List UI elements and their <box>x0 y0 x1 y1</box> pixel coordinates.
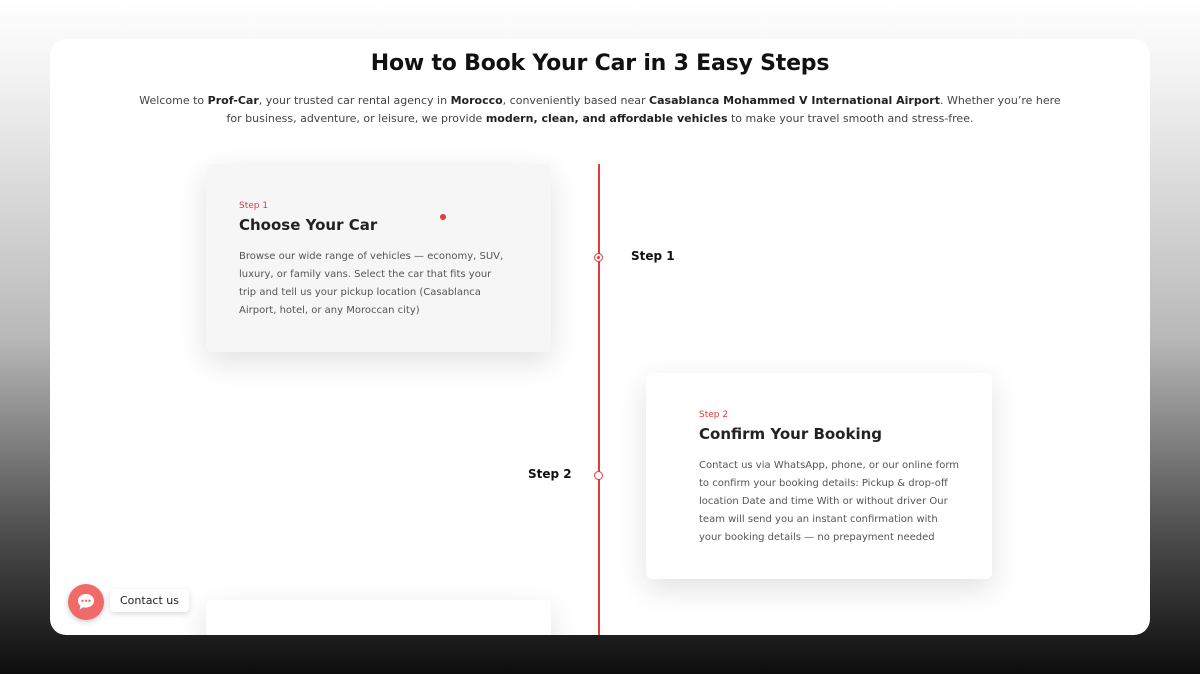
intro-text-1: Welcome to <box>139 94 208 107</box>
step-card-2-text: Contact us via WhatsApp, phone, or our online form to confirm your booking details: Pickup & drop-off location Date and time With or without driver Our team will send you an instant confirmation with your booking details — no prepayment needed <box>699 460 959 543</box>
timeline-marker-step-2: Step 2 <box>528 467 572 481</box>
contact-us-button[interactable] <box>68 584 104 620</box>
step-card-2-label: Step 2 <box>699 410 729 420</box>
step-card-1-text: Browse our wide range of vehicles — economy, SUV, luxury, or family vans. Select the car that fits your trip and tell us your pickup location (Casablanca Airport, hotel, or any Moroccan city) <box>239 251 504 316</box>
step-card-2 <box>646 373 992 579</box>
step-card-3 <box>206 600 551 635</box>
intro-vehicles: modern, clean, and affordable vehicles <box>485 112 728 125</box>
step-card-1 <box>206 164 551 352</box>
decorative-red-dot <box>440 214 446 220</box>
intro-airport: Casablanca Mohammed V International Airport <box>649 94 940 107</box>
section-title: How to Book Your Car in 3 Easy Steps <box>370 51 830 76</box>
timeline-dot-step-2 <box>594 471 603 480</box>
step-card-2-heading: Confirm Your Booking <box>699 425 883 443</box>
section-intro <box>135 92 1065 128</box>
timeline-dot-step-1 <box>594 253 603 262</box>
step-card-2-pointer <box>629 460 646 494</box>
intro-brand: Prof-Car <box>207 94 259 107</box>
contact-us-label[interactable]: Contact us <box>110 589 189 612</box>
intro-text-3: , conveniently based near <box>502 94 650 107</box>
chat-bubble-icon <box>76 592 96 612</box>
page-frame <box>50 39 1150 635</box>
intro-text-5: to make your travel smooth and stress-free. <box>727 112 974 125</box>
intro-country: Morocco <box>450 94 503 107</box>
timeline-marker-step-1: Step 1 <box>631 249 675 263</box>
intro-text-4: . Whether you’re here for business, adventure, or leisure, we provide <box>226 94 1061 125</box>
intro-text-2: , your trusted car rental agency in <box>258 94 451 107</box>
timeline-line <box>598 164 600 635</box>
step-card-1-label: Step 1 <box>239 201 269 211</box>
step-card-1-heading: Choose Your Car <box>239 216 378 234</box>
